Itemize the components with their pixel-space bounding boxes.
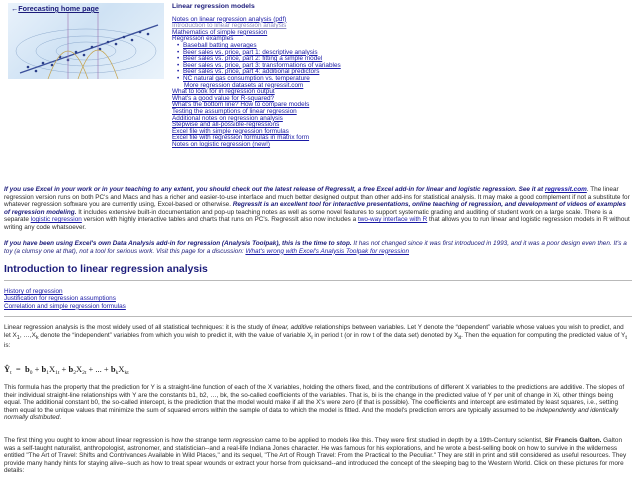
- intro-rest-2: It includes extensive built-in documentation and pop-up teaching notes as well as some novel features to support systematic grading and auditing of student work on a large scale. There is a separate: [4, 208, 613, 224]
- nav-item-label[interactable]: What's the bottom line? How to compare models: [172, 101, 310, 109]
- nav-item-label[interactable]: Notes on linear regression analysis (pdf): [172, 15, 287, 23]
- nav-item-label[interactable]: Testing the assumptions of linear regression: [172, 107, 297, 115]
- nav-item-label[interactable]: Baseball batting averages: [183, 41, 257, 49]
- toc-justification-link[interactable]: Justification for regression assumptions: [4, 295, 116, 303]
- body-paragraph-3: [4, 437, 632, 475]
- toolpak-italic: It has not changed since it was first introduced in 1993, and it was a poor design even then. It's a toy (a clumsy one at that), not a tool for serious work. Visit this page for a discussion:: [4, 240, 627, 255]
- nav-item-label[interactable]: More regression datasets at regressit.com: [184, 81, 304, 89]
- header-banner-image: [8, 3, 164, 79]
- body-paragraph-2: This formula has the property that the prediction for Y is a straight-line function of each of the X variables, holding the others fixed, and the contributions of different X variables to the predictions are additive. The slopes of their individual straight-line relationships with Y are the constants b1, b2, …, bk, the so-called coefficients of the variables. That is, bi is the change in the predicted value of Y per unit of change in Xi, other things being equal. The additional constant b0, the so-called intercept, is the prediction that the model would make if all the X's were zero (if that is possible). The coefficients and intercept are estimated by least squares, i.e., setting them equal to the unique values that minimize the sum of squared errors within the sample of data to which the model is fitted. And the model's prediction errors are typically assumed to be independently and identically normally distributed.: [4, 384, 625, 422]
- p1-text-e: in period t (or in row t of the data set) denoted by X: [312, 331, 459, 339]
- nav-item-label[interactable]: What's a good value for R-squared?: [172, 94, 275, 102]
- regressit-link[interactable]: regressit.com: [544, 186, 587, 193]
- nav-item-label[interactable]: Additional notes on regression analysis: [172, 114, 283, 122]
- toolpak-bold: If you have been using Excel's own Data Analysis add-in for regression (Analysis Toolpak), this is the time to stop.: [4, 240, 352, 247]
- regression-plot-graphic: [8, 3, 164, 79]
- nav-item-label[interactable]: Beer sales vs. price, part 2: fitting a simple model: [183, 55, 323, 63]
- intro-rest-1: . The linear regression version runs on both PC's and Macs and has a richer and easier-to-use interface and much better designed output than other add-ins for statistical analysis. It may make a good complement if not a substitute for whatever regression software you are currently using, Excel-based or otherwise.: [4, 186, 630, 209]
- nav-item-label[interactable]: Beer sales vs. price, part 4: additional predictors: [183, 68, 320, 76]
- p3-text-b: came to be applied to models like this. They were first studied in depth by a 19th-Century scientist,: [264, 437, 543, 444]
- p1-text-b: relationships between variables. Let Y denote the “dependent” variable whose values you wish to predict, and let X: [4, 324, 624, 339]
- nav-item-label[interactable]: What to look for in regression output: [172, 88, 275, 96]
- bullet-icon: •: [177, 48, 180, 56]
- section-heading: Introduction to linear regression analysis: [4, 264, 208, 275]
- toc-correlation-link[interactable]: Correlation and simple regression formulas: [4, 302, 126, 310]
- toolpak-link[interactable]: What's wrong with Excel's Analysis Toolpak for regression: [245, 247, 410, 255]
- forecasting-home-link[interactable]: [11, 5, 99, 13]
- p2-text: This formula has the property that the prediction for Y is a straight-line function of each of the X variables, holding the others fixed, and the contributions of different X variables to the predictions are additive. The slopes of their individual straight-line relationships with Y are the constants b1, b2, …, bk, the so-called coefficients of the variables. That is, bi is the change in the predicted value of Y per unit of change in Xi, other things being equal. The additional constant b0, the so-called intercept, is the prediction that the model would make if all the X's were zero (if that is possible). The coefficients and intercept are estimated by least squares, i.e., setting them equal to the unique values that minimize the sum of squared errors within the sample of data to which the model is fitted. And the model's prediction errors are typically assumed to be: [4, 384, 625, 414]
- back-arrow-icon: ←: [11, 4, 19, 13]
- p1-linear-additive: linear, additive: [271, 324, 313, 331]
- nav-title: Linear regression models: [172, 3, 255, 10]
- nav-item-label[interactable]: Excel file with simple regression formulas: [172, 127, 289, 135]
- intro-rest-3: version with highly interactive tables and charts that runs on PC's. RegressIt also now includes a: [81, 216, 357, 224]
- intro-bold-2: RegressIt is an excellent tool for interactive presentations, online teaching of regression, and development of videos of examples of regression modeling.: [4, 201, 626, 216]
- intro-bold-lead: If you use Excel in your work or in your teaching to any extent, you should check out the latest release of RegressIt, a free Excel add-in for linear and logistic regression. See it at: [4, 186, 544, 193]
- p1-text-d: denote the “independent” variables from which you wish to predict it, with the value of variable X: [38, 331, 312, 339]
- nav-item-label[interactable]: Stepwise and all-possible-regressions: [172, 121, 280, 129]
- toc-divider: [4, 316, 632, 317]
- nav-item[interactable]: [172, 142, 472, 149]
- p3-italic: regression: [233, 437, 263, 444]
- two-way-interface-link[interactable]: two-way interface with R: [357, 216, 428, 224]
- p2-italic: independently and identically normally distributed: [4, 406, 619, 422]
- nav-item-label: Regression examples: [172, 35, 234, 43]
- p1-text-a: Linear regression analysis is the most widely used of all statistical techniques: it is the study of: [4, 324, 271, 331]
- toc-history-link[interactable]: History of regression: [4, 288, 63, 295]
- logistic-regression-link[interactable]: logistic regression: [30, 216, 82, 224]
- forecasting-home-label[interactable]: Forecasting home page: [18, 4, 99, 13]
- p3-text-c: Galton was a self-taught naturalist, anthropologist, astronomer, and statistician--and a real-life Indiana Jones character. He was famous for his explorations, and he wrote a best-selling book on how to survive in the wilderness entitled "The Art of Travel: Shifts and Contrivances Available in Wild Places," and its sequel, "The Art of Rough Travel: From the Practical to the Peculiar." They are still in print and still considered as useful resources. They provide many handy hints for staying alive--such as how to treat spear wounds or extract your horse from quicksand--and introduced the concept of the sleeping bag to the Western World. Click on these pictures for more details:: [4, 437, 627, 475]
- regression-nav-list: [172, 3, 472, 148]
- nav-item-label[interactable]: Beer sales vs. price, part 3: transformations of variables: [183, 61, 341, 69]
- bullet-icon: •: [177, 68, 180, 76]
- intro-rest-4: that allows you to run linear and logistic regression models in R without writing any code whatsoever.: [4, 216, 630, 231]
- galton-name: Sir Francis Galton.: [544, 437, 602, 444]
- p1-text-c: , …,X: [19, 331, 36, 339]
- p1-text-f: . Then the equation for computing the predicted value of Y: [461, 331, 626, 339]
- body-paragraph-1: Linear regression analysis is the most widely used of all statistical techniques: it is the study of linear, additive relationships between variables. Let Y denote the “dependent” variable whose values you wish to predict, and let X1, …,Xk denote the “independent” variables from which you wish to predict it, with the value of variable Xi in period t (or in row t of the data set) denoted by Xit. Then the equation for computing the predicted value of Yt is:: [4, 324, 627, 350]
- section-divider: [4, 280, 632, 281]
- regressit-intro-paragraph: [4, 186, 632, 232]
- p3-text-a: The first thing you ought to know about linear regression is how the strange term: [4, 437, 232, 444]
- nav-item-label[interactable]: Beer sales vs. price, part 1: descriptive analysis: [183, 48, 318, 56]
- toolpak-paragraph: [4, 240, 632, 255]
- nav-item-label[interactable]: NC natural gas consumption vs. temperature: [183, 74, 310, 82]
- nav-items: [172, 17, 472, 149]
- bullet-icon: •: [177, 41, 180, 49]
- nav-item-label[interactable]: Mathematics of simple regression: [172, 28, 268, 36]
- nav-item-label[interactable]: Excel file with regression formulas in matrix form: [172, 134, 310, 142]
- p1-text-g: is:: [4, 342, 11, 350]
- bullet-icon: •: [177, 55, 180, 63]
- bullet-icon: •: [177, 74, 180, 82]
- bullet-icon: •: [177, 61, 180, 69]
- regression-equation: $Ŷ_t = b_0 + b_1X_{1t} + b_2X_{2t}$ + ... + $b_kX_{kt}$: [4, 364, 129, 376]
- section-toc: [4, 288, 126, 310]
- nav-item-label[interactable]: Notes on logistic regression (new!): [172, 140, 271, 148]
- nav-item-label[interactable]: Introduction to linear regression analysis: [172, 22, 287, 30]
